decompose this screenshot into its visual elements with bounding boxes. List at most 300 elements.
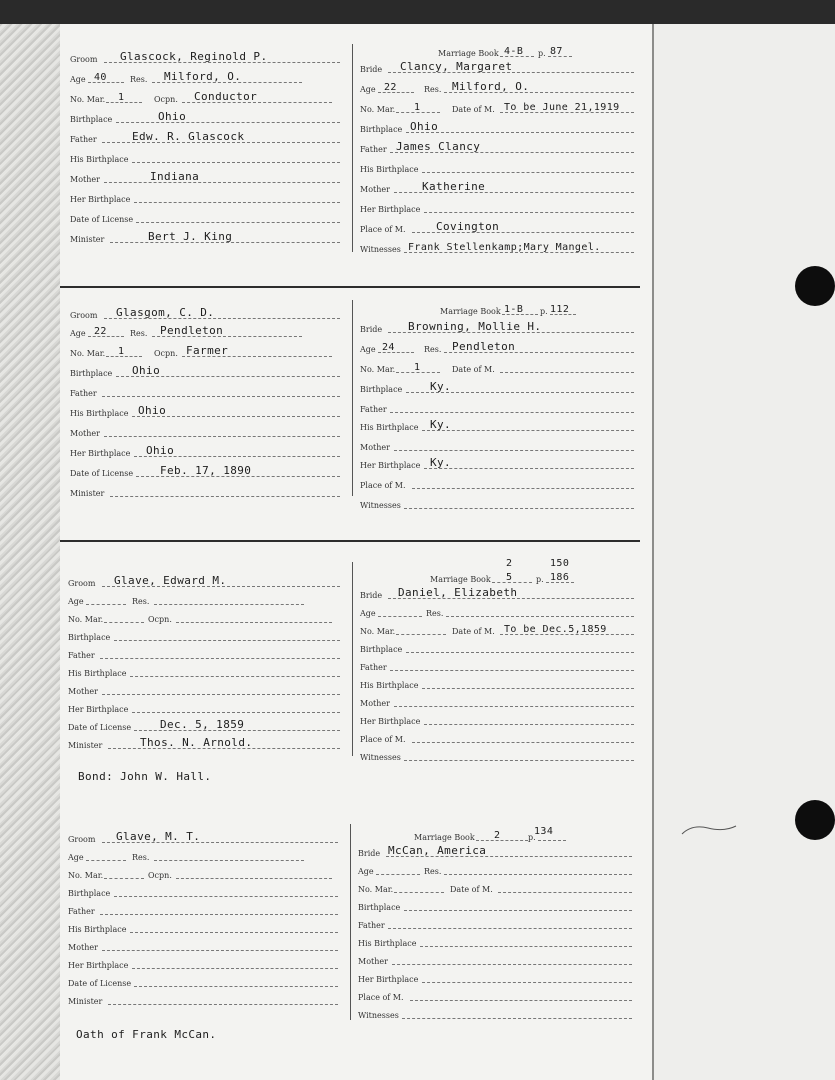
column-divider: [352, 300, 353, 496]
fill-line: [176, 878, 332, 879]
bride-age-res-row: [360, 78, 640, 94]
date-of-license-label: Date of License: [70, 215, 134, 224]
groom-his-birthplace-row: [60, 148, 350, 164]
fill-line: [388, 928, 632, 929]
marriage-book-number: 1-B: [504, 304, 524, 315]
groom-his-birthplace-row: [60, 662, 350, 678]
groom-her-birthplace-row: [60, 698, 350, 714]
groom-her-birthplace: Ohio: [146, 444, 175, 457]
punch-hole-bottom: [795, 800, 835, 840]
father-label: Father: [68, 907, 95, 916]
fill-line: [86, 860, 126, 861]
groom-age-res-row: [60, 846, 350, 862]
his-birthplace-label: His Birthplace: [68, 925, 127, 934]
marriage-book-page: 87: [550, 46, 563, 57]
his-birthplace-label: His Birthplace: [358, 939, 417, 948]
groom-name: Glave, Edward M.: [114, 574, 227, 587]
fill-line: [130, 932, 338, 933]
fill-line: [390, 412, 634, 413]
pencil-mark: [680, 820, 740, 840]
marriage-book-page: 186: [550, 572, 570, 583]
bride-his-birthplace-row: [358, 932, 638, 948]
bride-age: 22: [384, 82, 397, 93]
bride-father-row: [358, 914, 638, 930]
page-label: p.: [538, 49, 546, 58]
groom-license-row: [60, 972, 350, 988]
bride-witnesses: Frank Stellenkamp;Mary Mangel.: [408, 242, 601, 253]
fill-line: [392, 964, 632, 965]
groom-minister-row: [60, 228, 350, 244]
age-label: Age: [358, 867, 374, 876]
fill-line: [100, 658, 340, 659]
groom-label: Groom: [68, 835, 96, 844]
place-of-m-label: Place of M.: [360, 735, 406, 744]
groom-minister: Bert J. King: [148, 230, 233, 243]
fill-line: [444, 874, 632, 875]
groom-no-mar: 1: [118, 346, 125, 357]
fill-line: [104, 436, 340, 437]
scan-top-band: [0, 0, 835, 24]
his-birthplace-label: His Birthplace: [70, 155, 129, 164]
bride-father: James Clancy: [396, 140, 481, 153]
bride-name: Daniel, Elizabeth: [398, 586, 518, 599]
marriage-book-label: Marriage Book: [440, 307, 501, 316]
fill-line: [154, 604, 304, 605]
fill-line: [406, 652, 634, 653]
bride-her-birthplace-row: [360, 454, 640, 470]
date-of-m-label: Date of M.: [452, 105, 495, 114]
age-label: Age: [360, 85, 376, 94]
fill-line: [102, 396, 340, 397]
bride-birthplace-row: [360, 378, 640, 394]
groom-birthplace: Ohio: [132, 364, 161, 377]
mother-label: Mother: [68, 943, 98, 952]
groom-his-birthplace-row: [60, 918, 350, 934]
marriage-book-label: Marriage Book: [438, 49, 499, 58]
scan-left-margin: [0, 24, 60, 1080]
fill-line: [404, 508, 634, 509]
groom-age-res-row: [60, 590, 350, 606]
bride-age-res-row: [358, 860, 638, 876]
bride-his-birthplace: Ky.: [430, 418, 452, 431]
witnesses-label: Witnesses: [360, 753, 401, 762]
ocpn-label: Ocpn.: [148, 615, 172, 624]
res-label: Res.: [426, 609, 444, 618]
her-birthplace-label: Her Birthplace: [360, 461, 421, 470]
fill-line: [86, 604, 126, 605]
bride-name-row: [360, 584, 640, 600]
marriage-record-sheet: [60, 24, 652, 1074]
groom-birthplace-row: [60, 626, 350, 642]
bride-place-of-m: Covington: [436, 220, 500, 233]
bride-birthplace: Ohio: [410, 120, 439, 133]
groom-date-of-license: Dec. 5, 1859: [160, 718, 245, 731]
bride-mother-row: [358, 950, 638, 966]
age-label: Age: [68, 597, 84, 606]
bride-res: Pendleton: [452, 340, 516, 353]
her-birthplace-label: Her Birthplace: [70, 449, 131, 458]
date-of-license-label: Date of License: [68, 979, 132, 988]
his-birthplace-label: His Birthplace: [68, 669, 127, 678]
place-of-m-label: Place of M.: [360, 225, 406, 234]
page-label: p.: [536, 575, 544, 584]
father-label: Father: [70, 135, 97, 144]
scan-right-margin: [652, 24, 835, 1080]
marriage-book-page: 112: [550, 304, 570, 315]
fill-line: [394, 706, 634, 707]
res-label: Res.: [132, 597, 150, 606]
res-label: Res.: [130, 75, 148, 84]
groom-mother: Indiana: [150, 170, 200, 183]
fill-line: [104, 878, 144, 879]
bride-witnesses-row: [360, 238, 640, 254]
fill-line: [404, 760, 634, 761]
fill-line: [422, 430, 634, 431]
mother-label: Mother: [70, 429, 100, 438]
bride-her-birthplace-row: [358, 968, 638, 984]
bride-name: Browning, Mollie H.: [408, 320, 542, 333]
minister-label: Minister: [68, 997, 103, 1006]
groom-no-mar: 1: [118, 92, 125, 103]
witnesses-label: Witnesses: [360, 245, 401, 254]
bride-mother: Katherine: [422, 180, 486, 193]
groom-his-birthplace-row: [60, 402, 350, 418]
fill-line: [134, 202, 340, 203]
bride-no-mar: 1: [414, 102, 421, 113]
groom-nomar-ocpn-row: [60, 864, 350, 880]
groom-name: Glascock, Reginold P.: [120, 50, 268, 63]
page-label: p.: [528, 833, 536, 842]
mother-label: Mother: [70, 175, 100, 184]
bride-label: Bride: [358, 849, 381, 858]
mother-label: Mother: [358, 957, 388, 966]
fill-line: [420, 946, 632, 947]
fill-line: [412, 488, 634, 489]
bride-name-row: [360, 58, 640, 74]
no-mar-label: No. Mar.: [360, 365, 396, 374]
groom-nomar-ocpn-row: [60, 608, 350, 624]
groom-mother-row: [60, 422, 350, 438]
bride-date-of-m: To be June 21,1919: [504, 102, 620, 113]
mother-label: Mother: [360, 699, 390, 708]
page-label: p.: [540, 307, 548, 316]
groom-father-row: [60, 900, 350, 916]
birthplace-label: Birthplace: [70, 369, 113, 378]
fill-line: [114, 640, 340, 641]
fill-line: [378, 616, 422, 617]
marriage-book-label: Marriage Book: [430, 575, 491, 584]
ocpn-label: Ocpn.: [154, 95, 178, 104]
res-label: Res.: [424, 867, 442, 876]
record-card-3: [60, 552, 640, 802]
minister-label: Minister: [70, 489, 105, 498]
mother-label: Mother: [360, 443, 390, 452]
his-birthplace-label: His Birthplace: [360, 681, 419, 690]
fill-line: [390, 670, 634, 671]
bride-nomar-date-row: [360, 620, 640, 636]
groom-name-row: [60, 304, 350, 320]
bride-label: Bride: [360, 325, 383, 334]
father-label: Father: [360, 405, 387, 414]
her-birthplace-label: Her Birthplace: [70, 195, 131, 204]
column-divider: [352, 562, 353, 756]
fill-line: [110, 496, 340, 497]
fill-line: [396, 634, 446, 635]
bride-label: Bride: [360, 591, 383, 600]
groom-name-row: [60, 828, 350, 844]
mother-label: Mother: [68, 687, 98, 696]
groom-father: Edw. R. Glascock: [132, 130, 245, 143]
father-label: Father: [358, 921, 385, 930]
fill-line: [132, 968, 338, 969]
record-card-1: [60, 42, 640, 282]
marriage-book-row: [360, 300, 640, 316]
groom-name: Glasgom, C. D.: [116, 306, 215, 319]
birthplace-label: Birthplace: [360, 645, 403, 654]
fill-line: [114, 896, 338, 897]
groom-her-birthplace-row: [60, 954, 350, 970]
fill-line: [500, 372, 634, 373]
birthplace-label: Birthplace: [68, 889, 111, 898]
oath-note: Oath of Frank McCan.: [76, 1028, 217, 1041]
fill-line: [154, 860, 304, 861]
marriage-book-label: Marriage Book: [414, 833, 475, 842]
fill-line: [406, 132, 634, 133]
bride-her-birthplace: Ky.: [430, 456, 452, 469]
bride-witnesses-row: [360, 746, 640, 762]
record-card-2: [60, 300, 640, 530]
bride-label: Bride: [360, 65, 383, 74]
groom-minister-row: [60, 734, 350, 750]
fill-line: [130, 676, 340, 677]
groom-license-row: [60, 716, 350, 732]
groom-birthplace: Ohio: [158, 110, 187, 123]
groom-father-row: [60, 382, 350, 398]
bride-place-row: [358, 986, 638, 1002]
his-birthplace-label: His Birthplace: [360, 423, 419, 432]
no-mar-label: No. Mar.: [358, 885, 394, 894]
bride-mother-row: [360, 436, 640, 452]
groom-date-of-license: Feb. 17, 1890: [160, 464, 252, 477]
groom-minister: Thos. N. Arnold.: [140, 736, 253, 749]
fill-line: [410, 1000, 632, 1001]
fill-line: [376, 874, 420, 875]
fill-line: [422, 172, 634, 173]
bride-age-res-row: [360, 338, 640, 354]
bride-his-birthplace-row: [360, 158, 640, 174]
groom-label: Groom: [70, 311, 98, 320]
bride-name: McCan, America: [388, 844, 487, 857]
his-birthplace-label: His Birthplace: [70, 409, 129, 418]
groom-age-res-row: [60, 322, 350, 338]
bride-father-row: [360, 138, 640, 154]
fill-line: [402, 1018, 632, 1019]
groom-birthplace-row: [60, 108, 350, 124]
fill-line: [498, 892, 632, 893]
bride-res: Milford, O.: [452, 80, 530, 93]
fill-line: [424, 212, 634, 213]
fill-line: [102, 694, 340, 695]
birthplace-label: Birthplace: [360, 125, 403, 134]
record-card-4: [60, 824, 640, 1074]
bride-age-res-row: [360, 602, 640, 618]
groom-his-birthplace: Ohio: [138, 404, 167, 417]
marriage-book-number-alt: 2: [506, 558, 513, 569]
marriage-book-row: [360, 568, 640, 584]
groom-name: Glave, M. T.: [116, 830, 201, 843]
father-label: Father: [70, 389, 97, 398]
column-divider: [352, 44, 353, 252]
fill-line: [136, 222, 340, 223]
marriage-book-number: 4-B: [504, 46, 524, 57]
bride-birthplace-row: [360, 118, 640, 134]
place-of-m-label: Place of M.: [358, 993, 404, 1002]
bride-birthplace-row: [358, 896, 638, 912]
ocpn-label: Ocpn.: [148, 871, 172, 880]
fill-line: [176, 622, 332, 623]
marriage-book-row: [358, 826, 638, 842]
fill-line: [424, 468, 634, 469]
fill-line: [104, 622, 144, 623]
marriage-book-page: 134: [534, 826, 554, 837]
groom-license-row: [60, 208, 350, 224]
bride-father-row: [360, 398, 640, 414]
bride-his-birthplace-row: [360, 416, 640, 432]
groom-age: 40: [94, 72, 107, 83]
fill-line: [134, 986, 338, 987]
fill-line: [108, 1004, 338, 1005]
bride-his-birthplace-row: [360, 674, 640, 690]
groom-birthplace-row: [60, 362, 350, 378]
bride-nomar-date-row: [358, 878, 638, 894]
bride-name: Clancy, Margaret: [400, 60, 513, 73]
groom-res: Milford, O.: [164, 70, 242, 83]
res-label: Res.: [130, 329, 148, 338]
fill-line: [132, 162, 340, 163]
witnesses-label: Witnesses: [358, 1011, 399, 1020]
father-label: Father: [68, 651, 95, 660]
bride-name-row: [360, 318, 640, 334]
no-mar-label: No. Mar.: [68, 871, 104, 880]
age-label: Age: [360, 609, 376, 618]
groom-label: Groom: [70, 55, 98, 64]
bride-place-row: [360, 728, 640, 744]
marriage-book-page-alt: 150: [550, 558, 570, 569]
punch-hole-top: [795, 266, 835, 306]
bride-her-birthplace-row: [360, 198, 640, 214]
birthplace-label: Birthplace: [358, 903, 401, 912]
marriage-book-number: 5: [506, 572, 513, 583]
date-of-m-label: Date of M.: [452, 365, 495, 374]
her-birthplace-label: Her Birthplace: [68, 705, 129, 714]
bride-age: 24: [382, 342, 395, 353]
groom-mother-row: [60, 680, 350, 696]
bride-her-birthplace-row: [360, 710, 640, 726]
bride-birthplace-row: [360, 638, 640, 654]
bride-birthplace: Ky.: [430, 380, 452, 393]
fill-line: [104, 182, 340, 183]
bride-mother-row: [360, 178, 640, 194]
groom-father-row: [60, 128, 350, 144]
groom-res: Pendleton: [160, 324, 224, 337]
res-label: Res.: [424, 85, 442, 94]
fill-line: [424, 724, 634, 725]
minister-label: Minister: [70, 235, 105, 244]
card-separator: [60, 540, 640, 542]
age-label: Age: [360, 345, 376, 354]
groom-ocpn: Farmer: [186, 344, 229, 357]
her-birthplace-label: Her Birthplace: [360, 717, 421, 726]
fill-line: [100, 914, 338, 915]
groom-birthplace-row: [60, 882, 350, 898]
no-mar-label: No. Mar.: [360, 627, 396, 636]
bride-date-of-m: To be Dec.5,1859: [504, 624, 607, 635]
minister-label: Minister: [68, 741, 103, 750]
groom-name-row: [60, 48, 350, 64]
res-label: Res.: [424, 345, 442, 354]
marriage-book-number: 2: [494, 830, 501, 841]
her-birthplace-label: Her Birthplace: [358, 975, 419, 984]
marriage-book-row: [360, 42, 640, 58]
mother-label: Mother: [360, 185, 390, 194]
bride-witnesses-row: [360, 494, 640, 510]
fill-line: [422, 688, 634, 689]
birthplace-label: Birthplace: [70, 115, 113, 124]
age-label: Age: [70, 329, 86, 338]
groom-minister-row: [60, 990, 350, 1006]
bride-mother-row: [360, 692, 640, 708]
fill-line: [102, 950, 338, 951]
fill-line: [132, 712, 340, 713]
date-of-m-label: Date of M.: [450, 885, 493, 894]
groom-father-row: [60, 644, 350, 660]
bond-note: Bond: John W. Hall.: [78, 770, 212, 783]
fill-line: [404, 910, 632, 911]
fill-line: [412, 742, 634, 743]
no-mar-label: No. Mar.: [70, 95, 106, 104]
card-separator: [60, 286, 640, 288]
fill-line: [446, 616, 634, 617]
groom-mother-row: [60, 936, 350, 952]
groom-nomar-ocpn-row: [60, 342, 350, 358]
age-label: Age: [68, 853, 84, 862]
bride-witnesses-row: [358, 1004, 638, 1020]
groom-age-res-row: [60, 68, 350, 84]
age-label: Age: [70, 75, 86, 84]
bride-nomar-date-row: [360, 98, 640, 114]
bride-place-row: [360, 218, 640, 234]
fill-line: [394, 450, 634, 451]
witnesses-label: Witnesses: [360, 501, 401, 510]
groom-minister-row: [60, 482, 350, 498]
no-mar-label: No. Mar.: [360, 105, 396, 114]
fill-line: [422, 982, 632, 983]
no-mar-label: No. Mar.: [68, 615, 104, 624]
birthplace-label: Birthplace: [360, 385, 403, 394]
groom-name-row: [60, 572, 350, 588]
bride-father-row: [360, 656, 640, 672]
groom-ocpn: Conductor: [194, 90, 258, 103]
date-of-license-label: Date of License: [68, 723, 132, 732]
bride-place-row: [360, 474, 640, 490]
fill-line: [476, 840, 528, 841]
paper-fold-line: [652, 24, 654, 1080]
groom-label: Groom: [68, 579, 96, 588]
fill-line: [394, 892, 444, 893]
date-of-license-label: Date of License: [70, 469, 134, 478]
groom-age: 22: [94, 326, 107, 337]
bride-name-row: [358, 842, 638, 858]
